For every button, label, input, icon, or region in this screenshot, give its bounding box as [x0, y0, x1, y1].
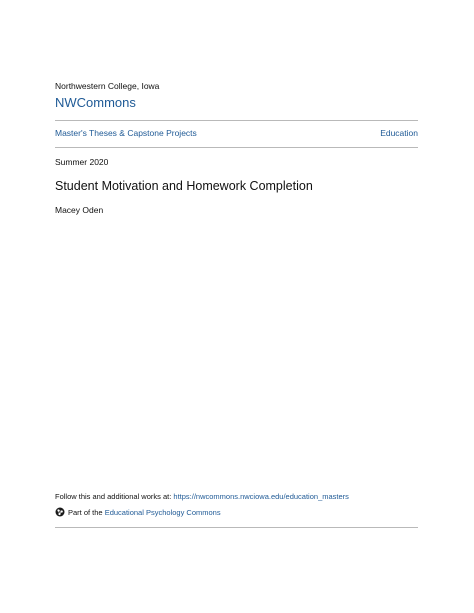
collection-url-link[interactable]: https://nwcommons.nwciowa.edu/education_masters: [173, 492, 349, 501]
commons-link[interactable]: Educational Psychology Commons: [104, 507, 221, 517]
repository-link[interactable]: NWCommons: [55, 95, 136, 110]
divider-middle: [55, 147, 418, 148]
divider-top: [55, 120, 418, 121]
series-link[interactable]: Master's Theses & Capstone Projects: [55, 128, 197, 138]
network-commons-icon: [55, 507, 65, 517]
document-title: Student Motivation and Homework Completion: [55, 179, 313, 193]
author-name: Macey Oden: [55, 205, 104, 215]
follow-text: Follow this and additional works at:: [55, 492, 174, 501]
part-of-text: Part of the: [68, 507, 103, 517]
department-link[interactable]: Education: [380, 128, 418, 138]
institution-name: Northwestern College, Iowa: [55, 81, 160, 91]
follow-line: [55, 492, 349, 501]
divider-bottom: [55, 527, 418, 528]
publication-date: Summer 2020: [55, 157, 109, 167]
part-of-line: [55, 507, 221, 517]
